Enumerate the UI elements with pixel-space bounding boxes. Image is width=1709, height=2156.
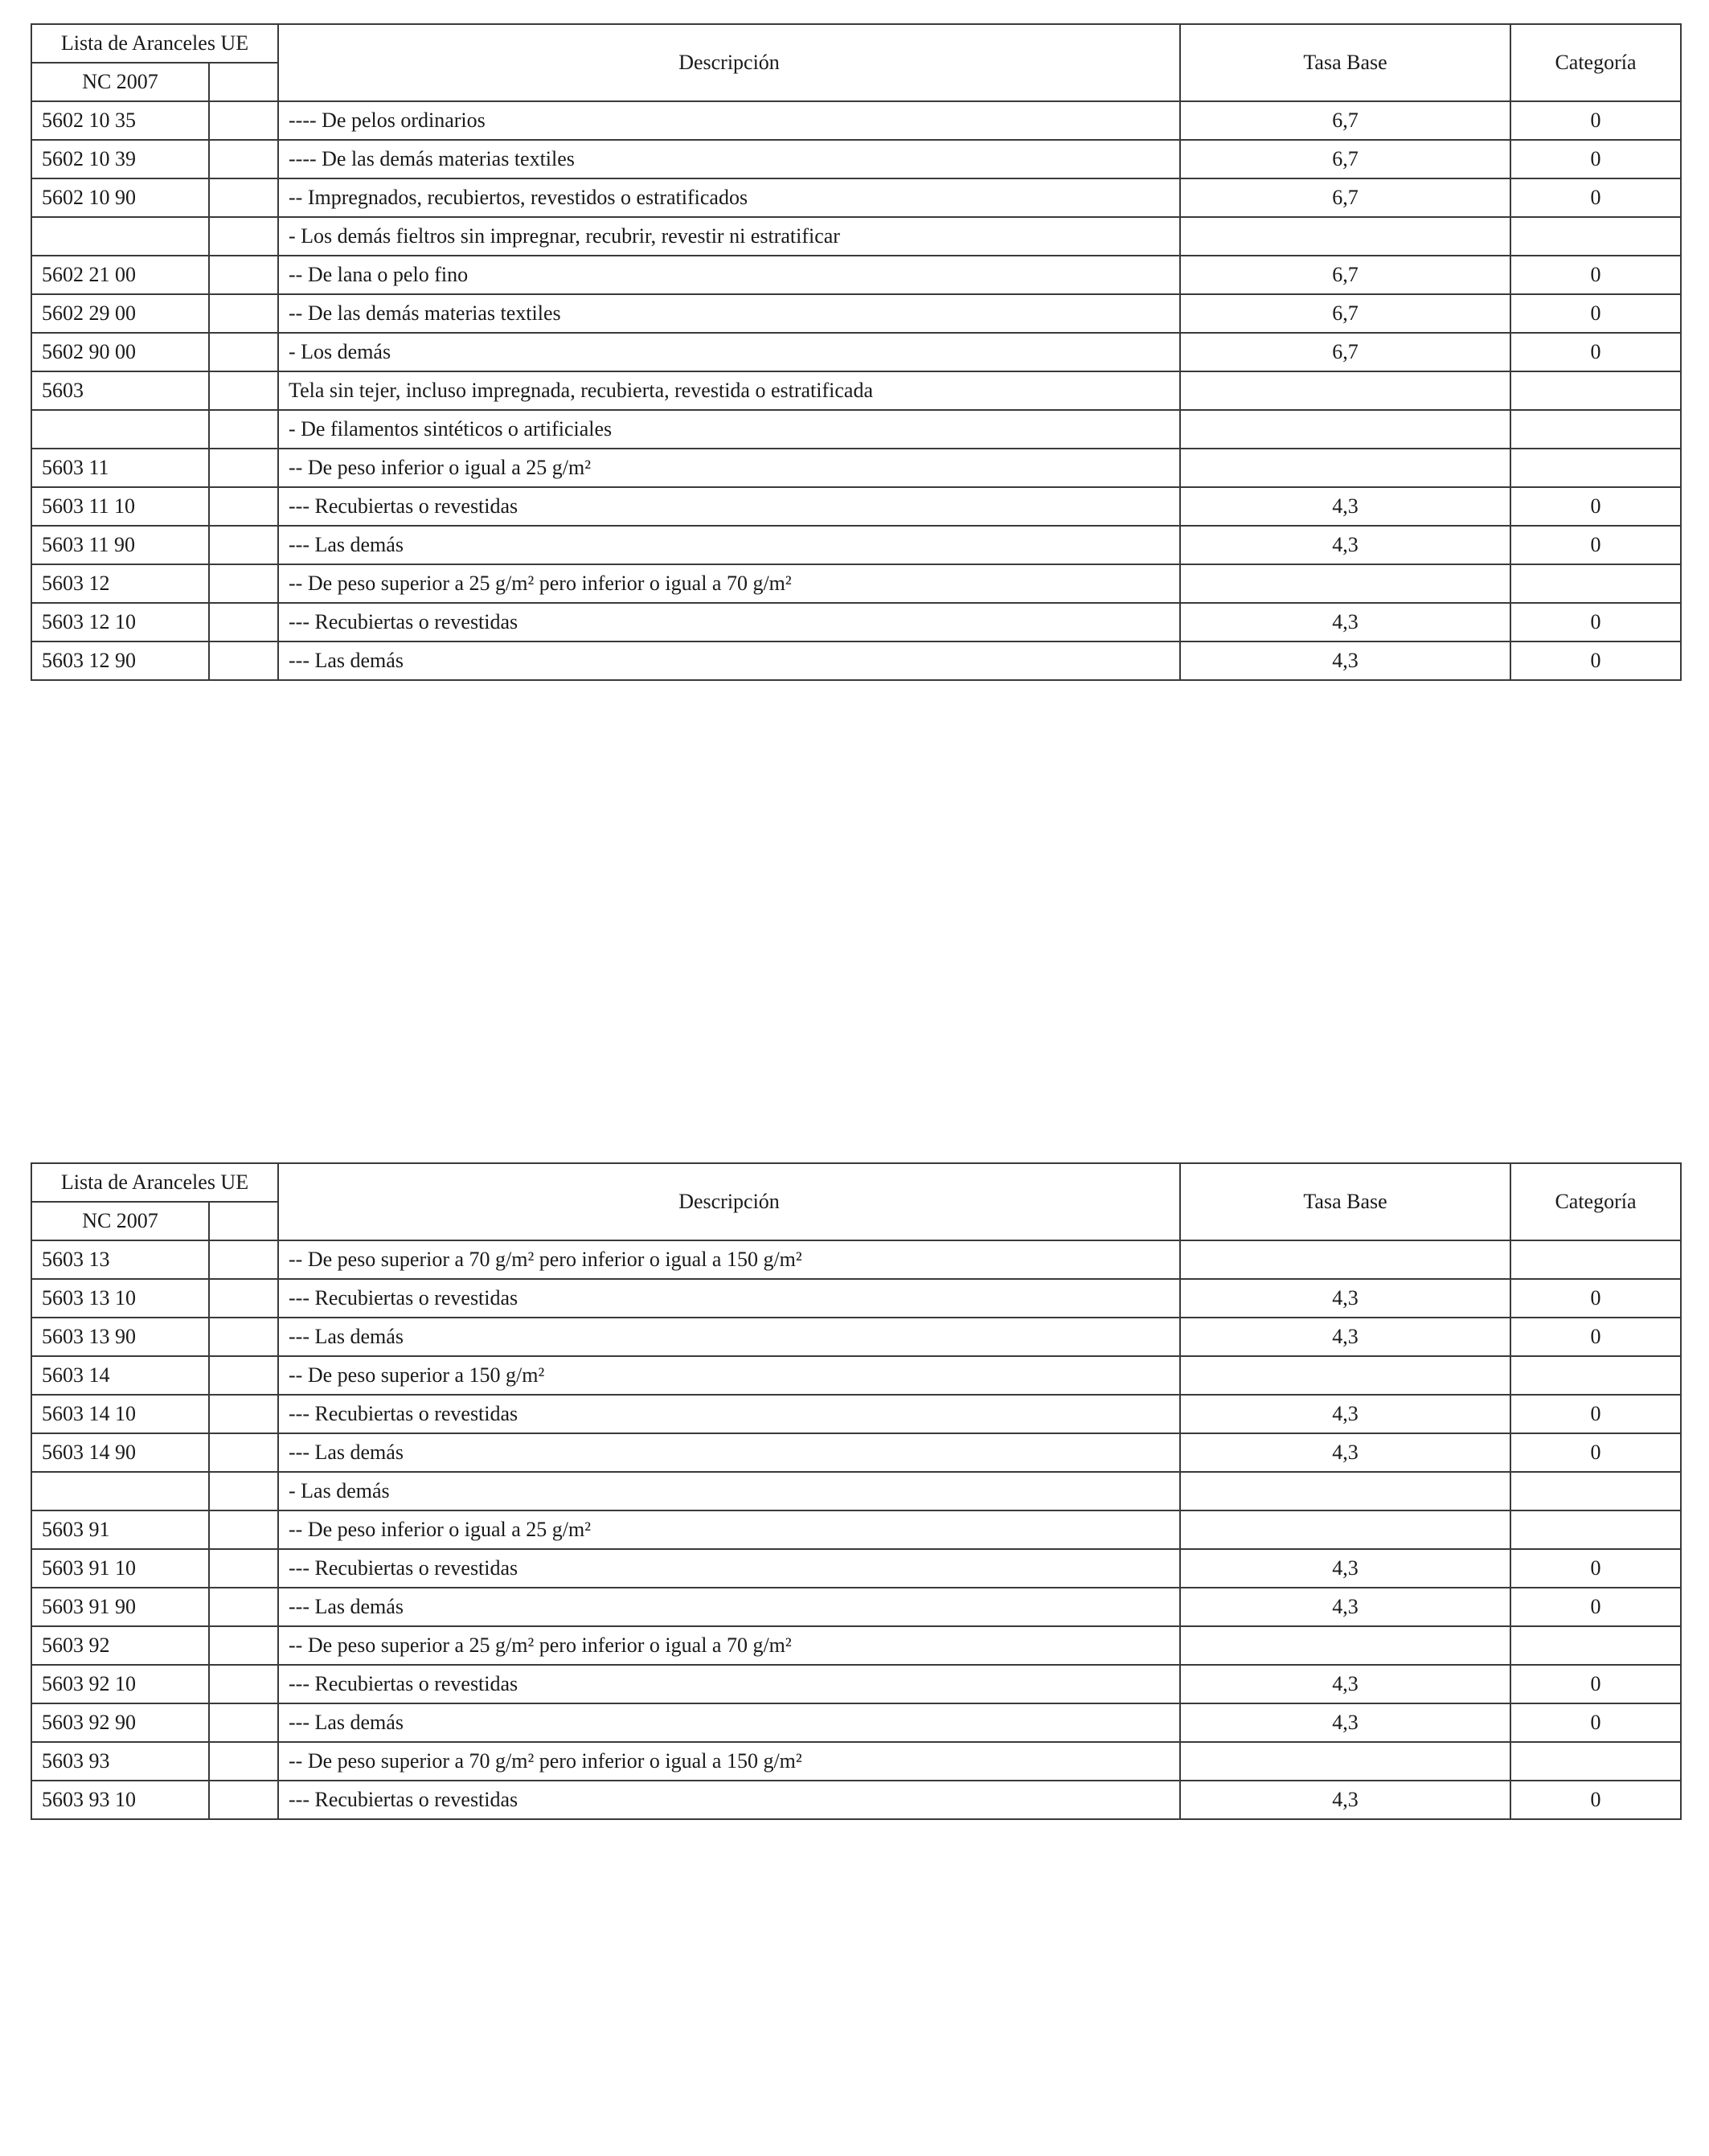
table-body-1	[31, 101, 1681, 680]
category-cell: 0	[1510, 1549, 1681, 1588]
list-title-header: Lista de Aranceles UE	[31, 1163, 278, 1202]
blank-cell	[209, 1240, 278, 1279]
tariff-code-cell: 5603 12 90	[31, 641, 209, 680]
tariff-code-cell: 5603 91 90	[31, 1588, 209, 1626]
blank-cell	[209, 1742, 278, 1781]
category-cell	[1510, 217, 1681, 256]
tariff-table-2	[31, 1162, 1682, 1820]
category-cell: 0	[1510, 1318, 1681, 1356]
blank-header-cell	[209, 63, 278, 101]
category-cell	[1510, 371, 1681, 410]
base-rate-cell: 4,3	[1180, 1395, 1510, 1433]
description-cell: --- Las demás	[278, 1433, 1180, 1472]
category-cell: 0	[1510, 1395, 1681, 1433]
tariff-code-cell: 5603 14 90	[31, 1433, 209, 1472]
tariff-code-cell: 5603 13 90	[31, 1318, 209, 1356]
table-row	[31, 603, 1681, 641]
tariff-code-cell: 5603 93	[31, 1742, 209, 1781]
base-rate-cell	[1180, 371, 1510, 410]
table-row	[31, 1433, 1681, 1472]
description-cell: --- Recubiertas o revestidas	[278, 1279, 1180, 1318]
base-rate-cell: 4,3	[1180, 487, 1510, 526]
table-row	[31, 1240, 1681, 1279]
table-row	[31, 1510, 1681, 1549]
base-rate-cell	[1180, 449, 1510, 487]
category-cell	[1510, 410, 1681, 449]
blank-cell	[209, 256, 278, 294]
category-header: Categoría	[1510, 1163, 1681, 1240]
table-row	[31, 1742, 1681, 1781]
tariff-code-cell: 5602 21 00	[31, 256, 209, 294]
tariff-code-cell: 5603 93 10	[31, 1781, 209, 1819]
description-cell: -- Impregnados, recubiertos, revestidos o estratificados	[278, 178, 1180, 217]
tariff-code-cell: 5602 10 39	[31, 140, 209, 178]
description-cell: -- De peso superior a 25 g/m² pero inferior o igual a 70 g/m²	[278, 1626, 1180, 1665]
blank-cell	[209, 1433, 278, 1472]
base-rate-header: Tasa Base	[1180, 1163, 1510, 1240]
tariff-code-cell	[31, 217, 209, 256]
tariff-code-cell: 5603 11 10	[31, 487, 209, 526]
base-rate-cell: 4,3	[1180, 1318, 1510, 1356]
category-cell: 0	[1510, 487, 1681, 526]
description-cell: --- Recubiertas o revestidas	[278, 1781, 1180, 1819]
base-rate-cell: 6,7	[1180, 256, 1510, 294]
tariff-code-cell: 5602 90 00	[31, 333, 209, 371]
category-cell	[1510, 1742, 1681, 1781]
base-rate-cell	[1180, 410, 1510, 449]
tariff-code-cell	[31, 410, 209, 449]
tariff-code-cell: 5603 91 10	[31, 1549, 209, 1588]
tariff-code-cell: 5603 14 10	[31, 1395, 209, 1433]
table-row	[31, 1549, 1681, 1588]
description-cell: - De filamentos sintéticos o artificiales	[278, 410, 1180, 449]
table-row	[31, 1588, 1681, 1626]
description-cell: -- De peso superior a 150 g/m²	[278, 1356, 1180, 1395]
description-cell: --- Recubiertas o revestidas	[278, 1549, 1180, 1588]
blank-cell	[209, 1665, 278, 1703]
category-cell: 0	[1510, 256, 1681, 294]
header-row-top	[31, 24, 1681, 63]
category-cell: 0	[1510, 603, 1681, 641]
base-rate-cell: 4,3	[1180, 1703, 1510, 1742]
description-cell: -- De peso superior a 70 g/m² pero inferior o igual a 150 g/m²	[278, 1240, 1180, 1279]
category-cell	[1510, 1240, 1681, 1279]
blank-cell	[209, 217, 278, 256]
description-cell: Tela sin tejer, incluso impregnada, recubierta, revestida o estratificada	[278, 371, 1180, 410]
base-rate-cell	[1180, 1626, 1510, 1665]
base-rate-cell: 4,3	[1180, 641, 1510, 680]
blank-cell	[209, 641, 278, 680]
tariff-code-cell: 5603 13	[31, 1240, 209, 1279]
blank-cell	[209, 1588, 278, 1626]
category-cell: 0	[1510, 1279, 1681, 1318]
table-row	[31, 449, 1681, 487]
base-rate-cell	[1180, 1510, 1510, 1549]
category-cell	[1510, 449, 1681, 487]
base-rate-header: Tasa Base	[1180, 24, 1510, 101]
tariff-code-cell	[31, 1472, 209, 1510]
blank-header-cell	[209, 1202, 278, 1240]
blank-cell	[209, 1781, 278, 1819]
base-rate-cell: 4,3	[1180, 1588, 1510, 1626]
table-row	[31, 371, 1681, 410]
table-body-2	[31, 1240, 1681, 1819]
base-rate-cell: 4,3	[1180, 1549, 1510, 1588]
category-cell	[1510, 1510, 1681, 1549]
table-row	[31, 140, 1681, 178]
header-row-top	[31, 1163, 1681, 1202]
description-cell: --- Las demás	[278, 1588, 1180, 1626]
category-cell: 0	[1510, 1703, 1681, 1742]
table-row	[31, 217, 1681, 256]
blank-cell	[209, 333, 278, 371]
table-row	[31, 1279, 1681, 1318]
description-cell: --- Recubiertas o revestidas	[278, 603, 1180, 641]
description-cell: --- Las demás	[278, 1318, 1180, 1356]
description-cell: - Las demás	[278, 1472, 1180, 1510]
base-rate-cell: 4,3	[1180, 1781, 1510, 1819]
table-row	[31, 1665, 1681, 1703]
category-cell	[1510, 1356, 1681, 1395]
tariff-code-cell: 5603 92 90	[31, 1703, 209, 1742]
table-row	[31, 294, 1681, 333]
blank-cell	[209, 1549, 278, 1588]
table-row	[31, 1472, 1681, 1510]
tariff-code-cell: 5603 11	[31, 449, 209, 487]
tariff-code-cell: 5602 10 90	[31, 178, 209, 217]
description-cell: -- De las demás materias textiles	[278, 294, 1180, 333]
blank-cell	[209, 1703, 278, 1742]
nc-2007-header: NC 2007	[31, 63, 209, 101]
base-rate-cell: 6,7	[1180, 333, 1510, 371]
category-cell	[1510, 1472, 1681, 1510]
blank-cell	[209, 101, 278, 140]
description-cell: --- Las demás	[278, 641, 1180, 680]
table-row	[31, 564, 1681, 603]
tariff-code-cell: 5603 11 90	[31, 526, 209, 564]
table-row	[31, 1626, 1681, 1665]
blank-cell	[209, 371, 278, 410]
description-cell: -- De peso superior a 70 g/m² pero inferior o igual a 150 g/m²	[278, 1742, 1180, 1781]
category-cell: 0	[1510, 294, 1681, 333]
blank-cell	[209, 1395, 278, 1433]
description-cell: -- De peso inferior o igual a 25 g/m²	[278, 1510, 1180, 1549]
tariff-table-1	[31, 23, 1682, 681]
tariff-code-cell: 5603 92 10	[31, 1665, 209, 1703]
blank-cell	[209, 1626, 278, 1665]
description-cell: --- Recubiertas o revestidas	[278, 1665, 1180, 1703]
blank-cell	[209, 410, 278, 449]
description-header: Descripción	[278, 24, 1180, 101]
description-cell: --- Recubiertas o revestidas	[278, 1395, 1180, 1433]
blank-cell	[209, 603, 278, 641]
blank-cell	[209, 140, 278, 178]
blank-cell	[209, 487, 278, 526]
base-rate-cell	[1180, 1240, 1510, 1279]
tariff-code-cell: 5603 12	[31, 564, 209, 603]
category-header: Categoría	[1510, 24, 1681, 101]
description-cell: --- Recubiertas o revestidas	[278, 487, 1180, 526]
tariff-code-cell: 5602 10 35	[31, 101, 209, 140]
tariff-code-cell: 5602 29 00	[31, 294, 209, 333]
blank-cell	[209, 178, 278, 217]
base-rate-cell	[1180, 1742, 1510, 1781]
description-cell: ---- De pelos ordinarios	[278, 101, 1180, 140]
blank-cell	[209, 1472, 278, 1510]
category-cell	[1510, 1626, 1681, 1665]
description-cell: -- De peso inferior o igual a 25 g/m²	[278, 449, 1180, 487]
description-cell: - Los demás	[278, 333, 1180, 371]
category-cell: 0	[1510, 333, 1681, 371]
base-rate-cell	[1180, 564, 1510, 603]
tariff-code-cell: 5603 12 10	[31, 603, 209, 641]
description-cell: -- De lana o pelo fino	[278, 256, 1180, 294]
category-cell: 0	[1510, 526, 1681, 564]
category-cell: 0	[1510, 1588, 1681, 1626]
category-cell: 0	[1510, 1665, 1681, 1703]
table-row	[31, 410, 1681, 449]
table-row	[31, 1318, 1681, 1356]
table-row	[31, 178, 1681, 217]
table-row	[31, 1356, 1681, 1395]
tariff-code-cell: 5603	[31, 371, 209, 410]
base-rate-cell: 4,3	[1180, 1665, 1510, 1703]
base-rate-cell: 6,7	[1180, 178, 1510, 217]
base-rate-cell	[1180, 1356, 1510, 1395]
description-cell: --- Las demás	[278, 1703, 1180, 1742]
table-row	[31, 526, 1681, 564]
table-row	[31, 256, 1681, 294]
base-rate-cell	[1180, 217, 1510, 256]
nc-2007-header: NC 2007	[31, 1202, 209, 1240]
category-cell: 0	[1510, 140, 1681, 178]
base-rate-cell	[1180, 1472, 1510, 1510]
category-cell: 0	[1510, 641, 1681, 680]
category-cell: 0	[1510, 101, 1681, 140]
blank-cell	[209, 449, 278, 487]
blank-cell	[209, 294, 278, 333]
list-title-header: Lista de Aranceles UE	[31, 24, 278, 63]
base-rate-cell: 6,7	[1180, 294, 1510, 333]
base-rate-cell: 4,3	[1180, 1433, 1510, 1472]
base-rate-cell: 4,3	[1180, 603, 1510, 641]
table-row	[31, 101, 1681, 140]
table-row	[31, 1781, 1681, 1819]
base-rate-cell: 4,3	[1180, 526, 1510, 564]
table-row	[31, 1395, 1681, 1433]
table-row	[31, 1703, 1681, 1742]
blank-cell	[209, 1279, 278, 1318]
category-cell: 0	[1510, 178, 1681, 217]
base-rate-cell: 6,7	[1180, 101, 1510, 140]
tariff-code-cell: 5603 92	[31, 1626, 209, 1665]
blank-cell	[209, 1318, 278, 1356]
category-cell: 0	[1510, 1433, 1681, 1472]
tariff-code-cell: 5603 13 10	[31, 1279, 209, 1318]
category-cell: 0	[1510, 1781, 1681, 1819]
blank-cell	[209, 526, 278, 564]
description-cell: -- De peso superior a 25 g/m² pero inferior o igual a 70 g/m²	[278, 564, 1180, 603]
blank-cell	[209, 1510, 278, 1549]
description-cell: --- Las demás	[278, 526, 1180, 564]
base-rate-cell: 6,7	[1180, 140, 1510, 178]
description-header: Descripción	[278, 1163, 1180, 1240]
table-row	[31, 333, 1681, 371]
table-row	[31, 641, 1681, 680]
tariff-code-cell: 5603 91	[31, 1510, 209, 1549]
description-cell: - Los demás fieltros sin impregnar, recubrir, revestir ni estratificar	[278, 217, 1180, 256]
category-cell	[1510, 564, 1681, 603]
base-rate-cell: 4,3	[1180, 1279, 1510, 1318]
tariff-code-cell: 5603 14	[31, 1356, 209, 1395]
table-row	[31, 487, 1681, 526]
description-cell: ---- De las demás materias textiles	[278, 140, 1180, 178]
blank-cell	[209, 1356, 278, 1395]
blank-cell	[209, 564, 278, 603]
